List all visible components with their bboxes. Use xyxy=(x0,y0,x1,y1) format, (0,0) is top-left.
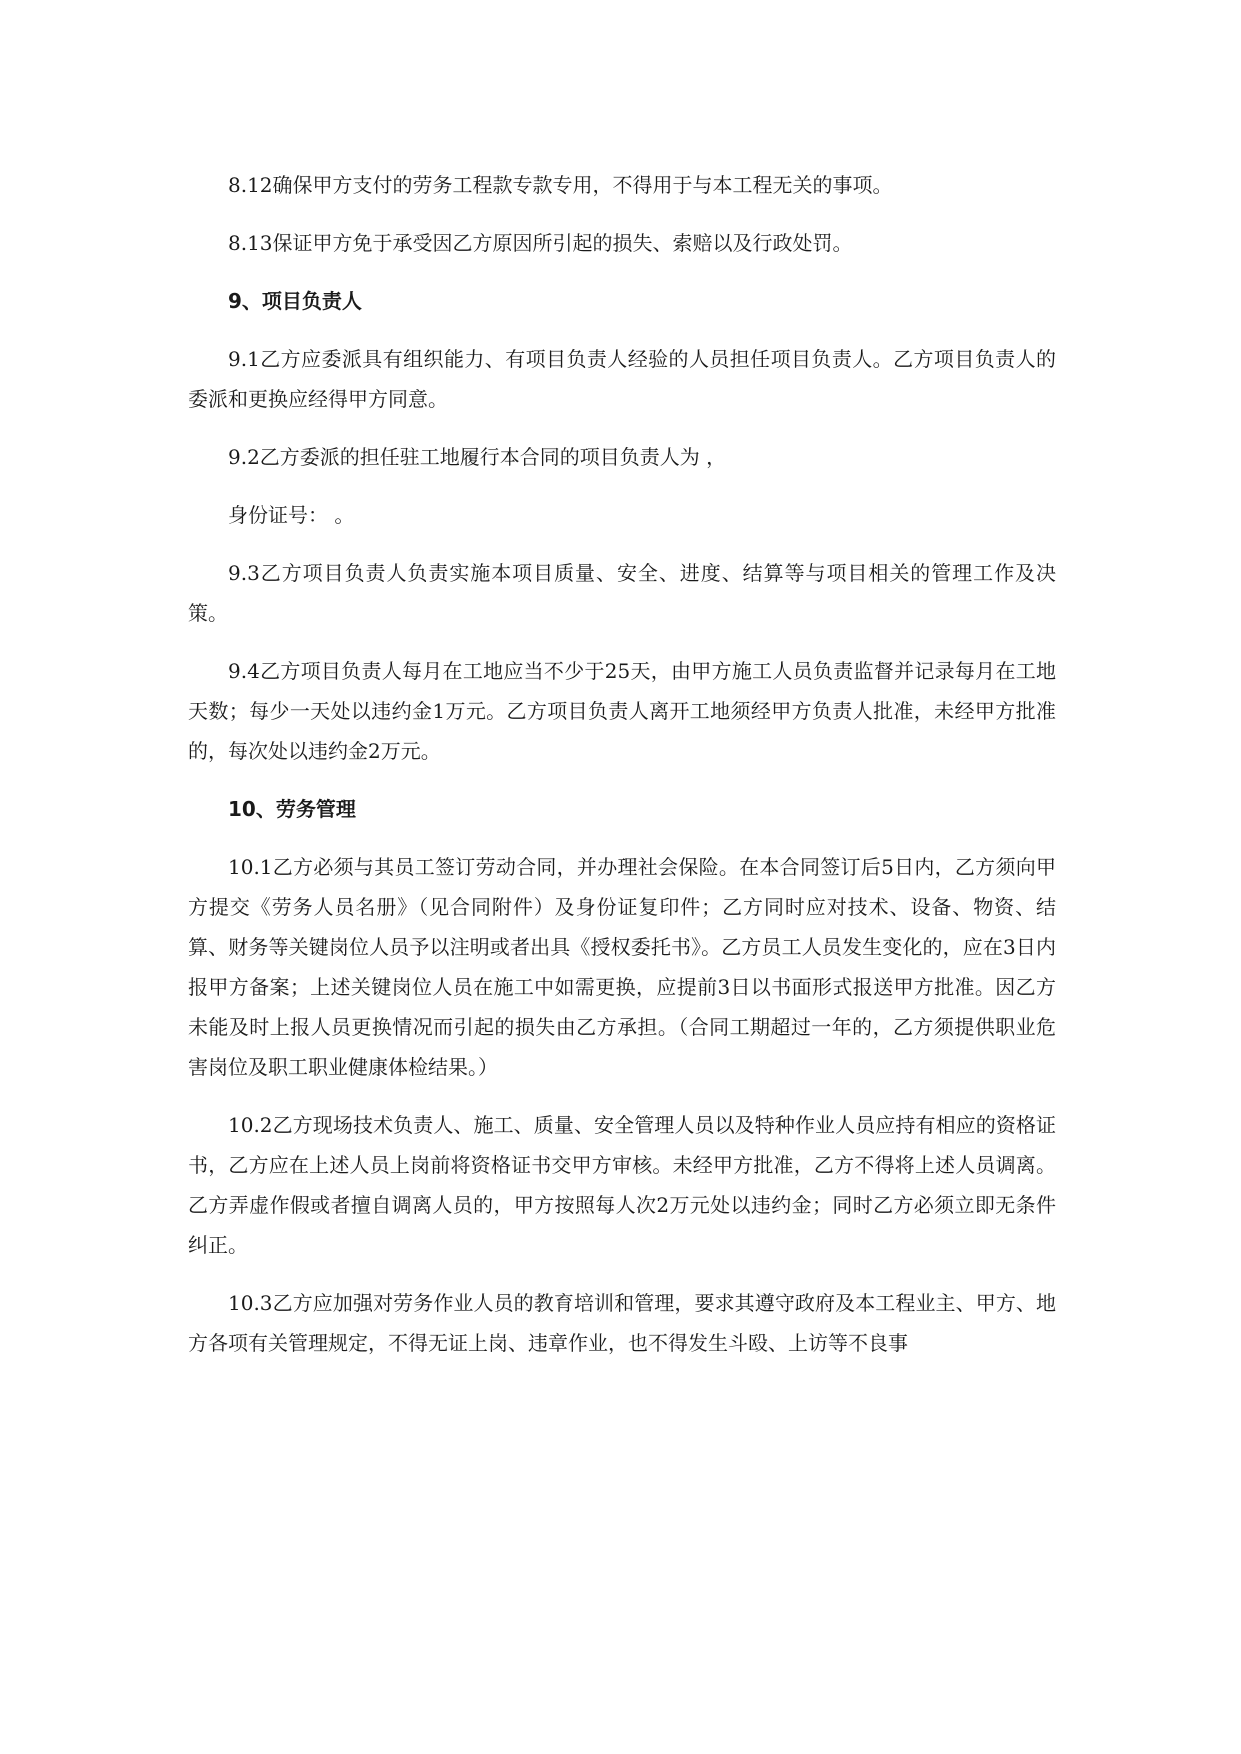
clause-10-2: 10.2乙方现场技术负责人、施工、质量、安全管理人员以及特种作业人员应持有相应的资格证书，乙方应在上述人员上岗前将资格证书交甲方审核。未经甲方批准，乙方不得将上述人员调离。乙方弄虚作假或者擅自调离人员的，甲方按照每人次2万元处以违约金；同时乙方必须立即无条件纠正。 xyxy=(188,1113,1056,1257)
clause-8-12: 8.12确保甲方支付的劳务工程款专款专用，不得用于与本工程无关的事项。 xyxy=(228,173,893,197)
clause-10-1: 10.1乙方必须与其员工签订劳动合同，并办理社会保险。在本合同签订后5日内，乙方须向甲方提交《劳务人员名册》（见合同附件）及身份证复印件；乙方同时应对技术、设备、物资、结算、财务等关键岗位人员予以注明或者出具《授权委托书》。乙方员工人员发生变化的，应在3日内报甲方备案；上述关键岗位人员在施工中如需更换，应提前3日以书面形式报送甲方批准。因乙方未能及时上报人员更换情况而引起的损失由乙方承担。（合同工期超过一年的，乙方须提供职业危害岗位及职工职业健康体检结果。） xyxy=(188,855,1056,1079)
section-heading-10: 10、劳务管理 xyxy=(228,797,356,821)
document-body xyxy=(188,165,1056,1381)
clause-10-3: 10.3乙方应加强对劳务作业人员的教育培训和管理，要求其遵守政府及本工程业主、甲方、地方各项有关管理规定，不得无证上岗、违章作业，也不得发生斗殴、上访等不良事 xyxy=(188,1291,1056,1355)
clause-9-2-id-number: 身份证号： 。 xyxy=(228,503,355,527)
clause-9-1: 9.1乙方应委派具有组织能力、有项目负责人经验的人员担任项目负责人。乙方项目负责人的委派和更换应经得甲方同意。 xyxy=(188,347,1056,411)
section-heading-9: 9、项目负责人 xyxy=(228,289,362,313)
clause-9-3: 9.3乙方项目负责人负责实施本项目质量、安全、进度、结算等与项目相关的管理工作及决策。 xyxy=(188,561,1056,625)
clause-9-2: 9.2乙方委派的担任驻工地履行本合同的项目负责人为 ， xyxy=(228,445,727,469)
clause-8-13: 8.13保证甲方免于承受因乙方原因所引起的损失、索赔以及行政处罚。 xyxy=(228,231,853,255)
clause-9-4: 9.4乙方项目负责人每月在工地应当不少于25天，由甲方施工人员负责监督并记录每月在工地天数；每少一天处以违约金1万元。乙方项目负责人离开工地须经甲方负责人批准，未经甲方批准的，每次处以违约金2万元。 xyxy=(188,659,1056,763)
